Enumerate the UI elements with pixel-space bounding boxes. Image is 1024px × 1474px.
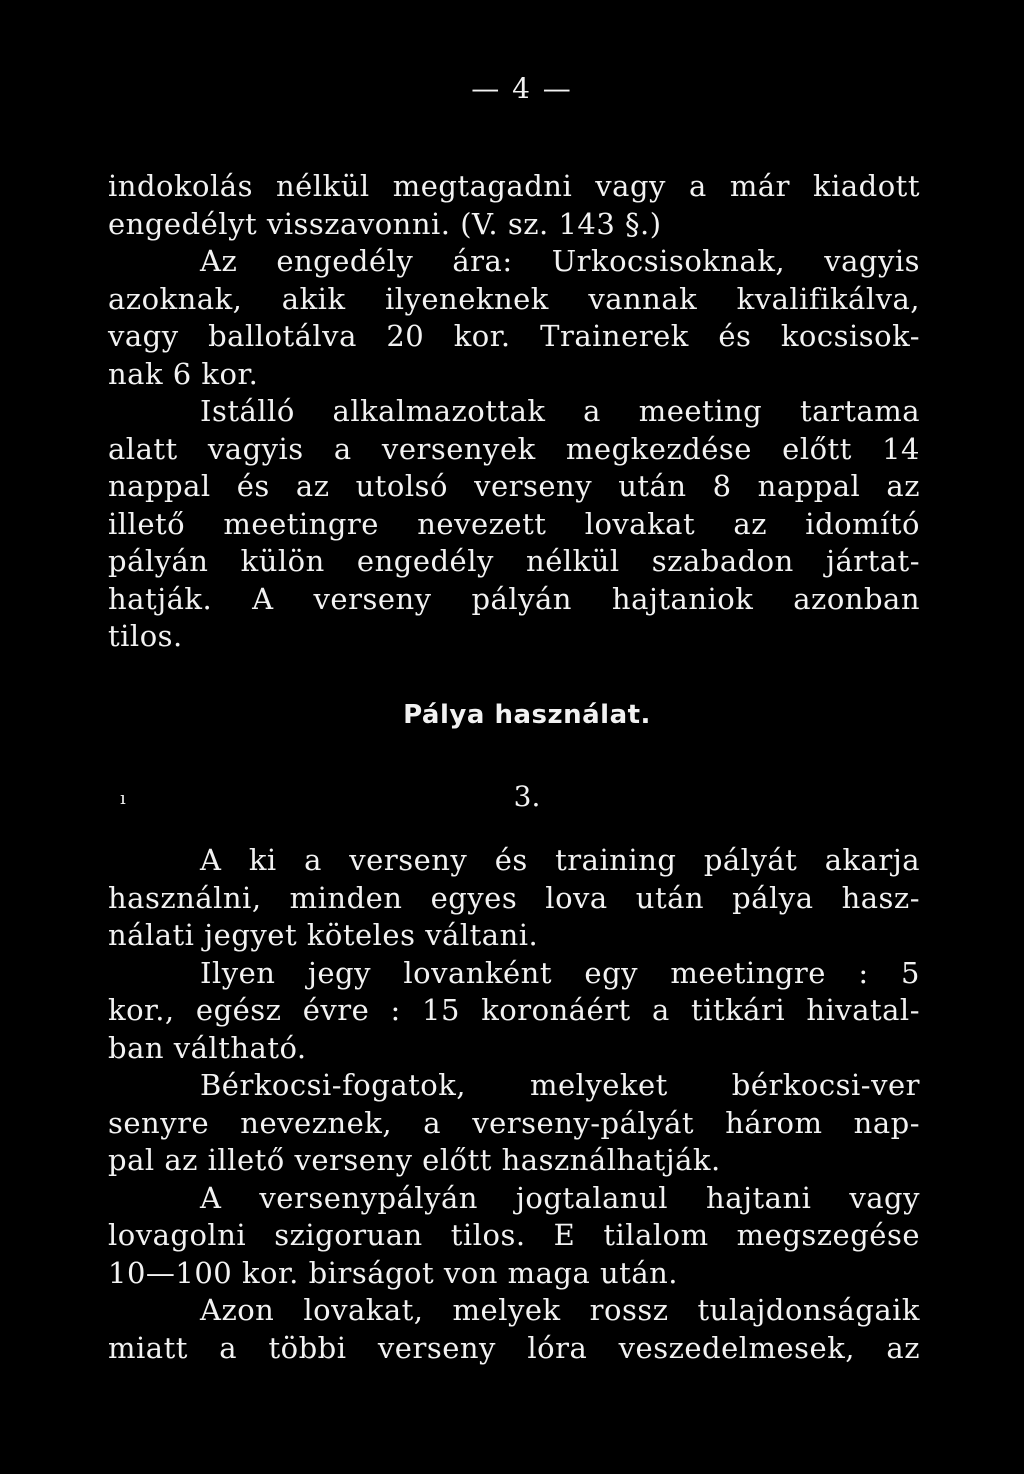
text-line: pályán külön engedély nélkül szabadon jártat-: [108, 544, 920, 578]
text-line: A ki a verseny és training pályát akarja: [200, 843, 920, 877]
text-line: Az engedély ára: Urkocsisoknak, vagyis: [200, 244, 920, 278]
text-line: pal az illető verseny előtt használhatják.: [108, 1143, 721, 1177]
text-line: illető meetingre nevezett lovakat az idomító: [108, 506, 920, 541]
text-line: Bérkocsi-fogatok, melyeket bérkocsi-ver: [200, 1068, 920, 1102]
section-heading: Pálya használat.: [403, 700, 651, 730]
text-line: miatt a többi verseny lóra veszedelmesek, az: [108, 1330, 920, 1365]
text-line: senyre neveznek, a verseny-pályát három nap-: [108, 1105, 920, 1140]
text-line: nappal és az utolsó verseny után 8 nappal az: [108, 469, 920, 503]
text-line: ban váltható.: [108, 1030, 307, 1065]
text-line: hatják. A verseny pályán hajtaniok azonban: [108, 581, 920, 616]
stray-print-mark: ı: [120, 788, 126, 809]
text-line: Ilyen jegy lovanként egy meetingre : 5: [200, 955, 920, 990]
text-line: használni, minden egyes lova után pálya hasz-: [108, 880, 920, 915]
text-line: indokolás nélkül megtagadni vagy a már kiadott: [108, 169, 920, 203]
text-line: Istálló alkalmazottak a meeting tartama: [200, 394, 920, 428]
text-line: engedélyt visszavonni. (V. sz. 143 §.): [108, 206, 662, 241]
text-line: vagy ballotálva 20 kor. Trainerek és kocsisok-: [108, 319, 920, 353]
text-line: Azon lovakat, melyek rossz tulajdonságaik: [200, 1293, 920, 1327]
page-number: — 4 —: [471, 72, 573, 105]
text-line: 10—100 kor. birságot von maga után.: [108, 1255, 679, 1290]
paragraph-block-track-usage: [108, 842, 920, 1367]
text-line: tilos.: [108, 619, 183, 653]
text-line: kor., egész évre : 15 koronáért a titkári hivatal-: [108, 993, 920, 1027]
text-line: A versenypályán jogtalanul hajtani vagy: [200, 1180, 920, 1215]
text-line: alatt vagyis a versenyek megkezdése előtt 14: [108, 431, 920, 466]
text-line: azoknak, akik ilyeneknek vannak kvalifikálva,: [108, 281, 920, 316]
section-number: 3.: [513, 780, 541, 813]
text-line: nálati jegyet köteles váltani.: [108, 918, 539, 952]
text-line: lovagolni szigoruan tilos. E tilalom megszegése: [108, 1218, 920, 1252]
text-line: nak 6 kor.: [108, 356, 259, 391]
paragraph-block-license-fees: [108, 168, 920, 656]
